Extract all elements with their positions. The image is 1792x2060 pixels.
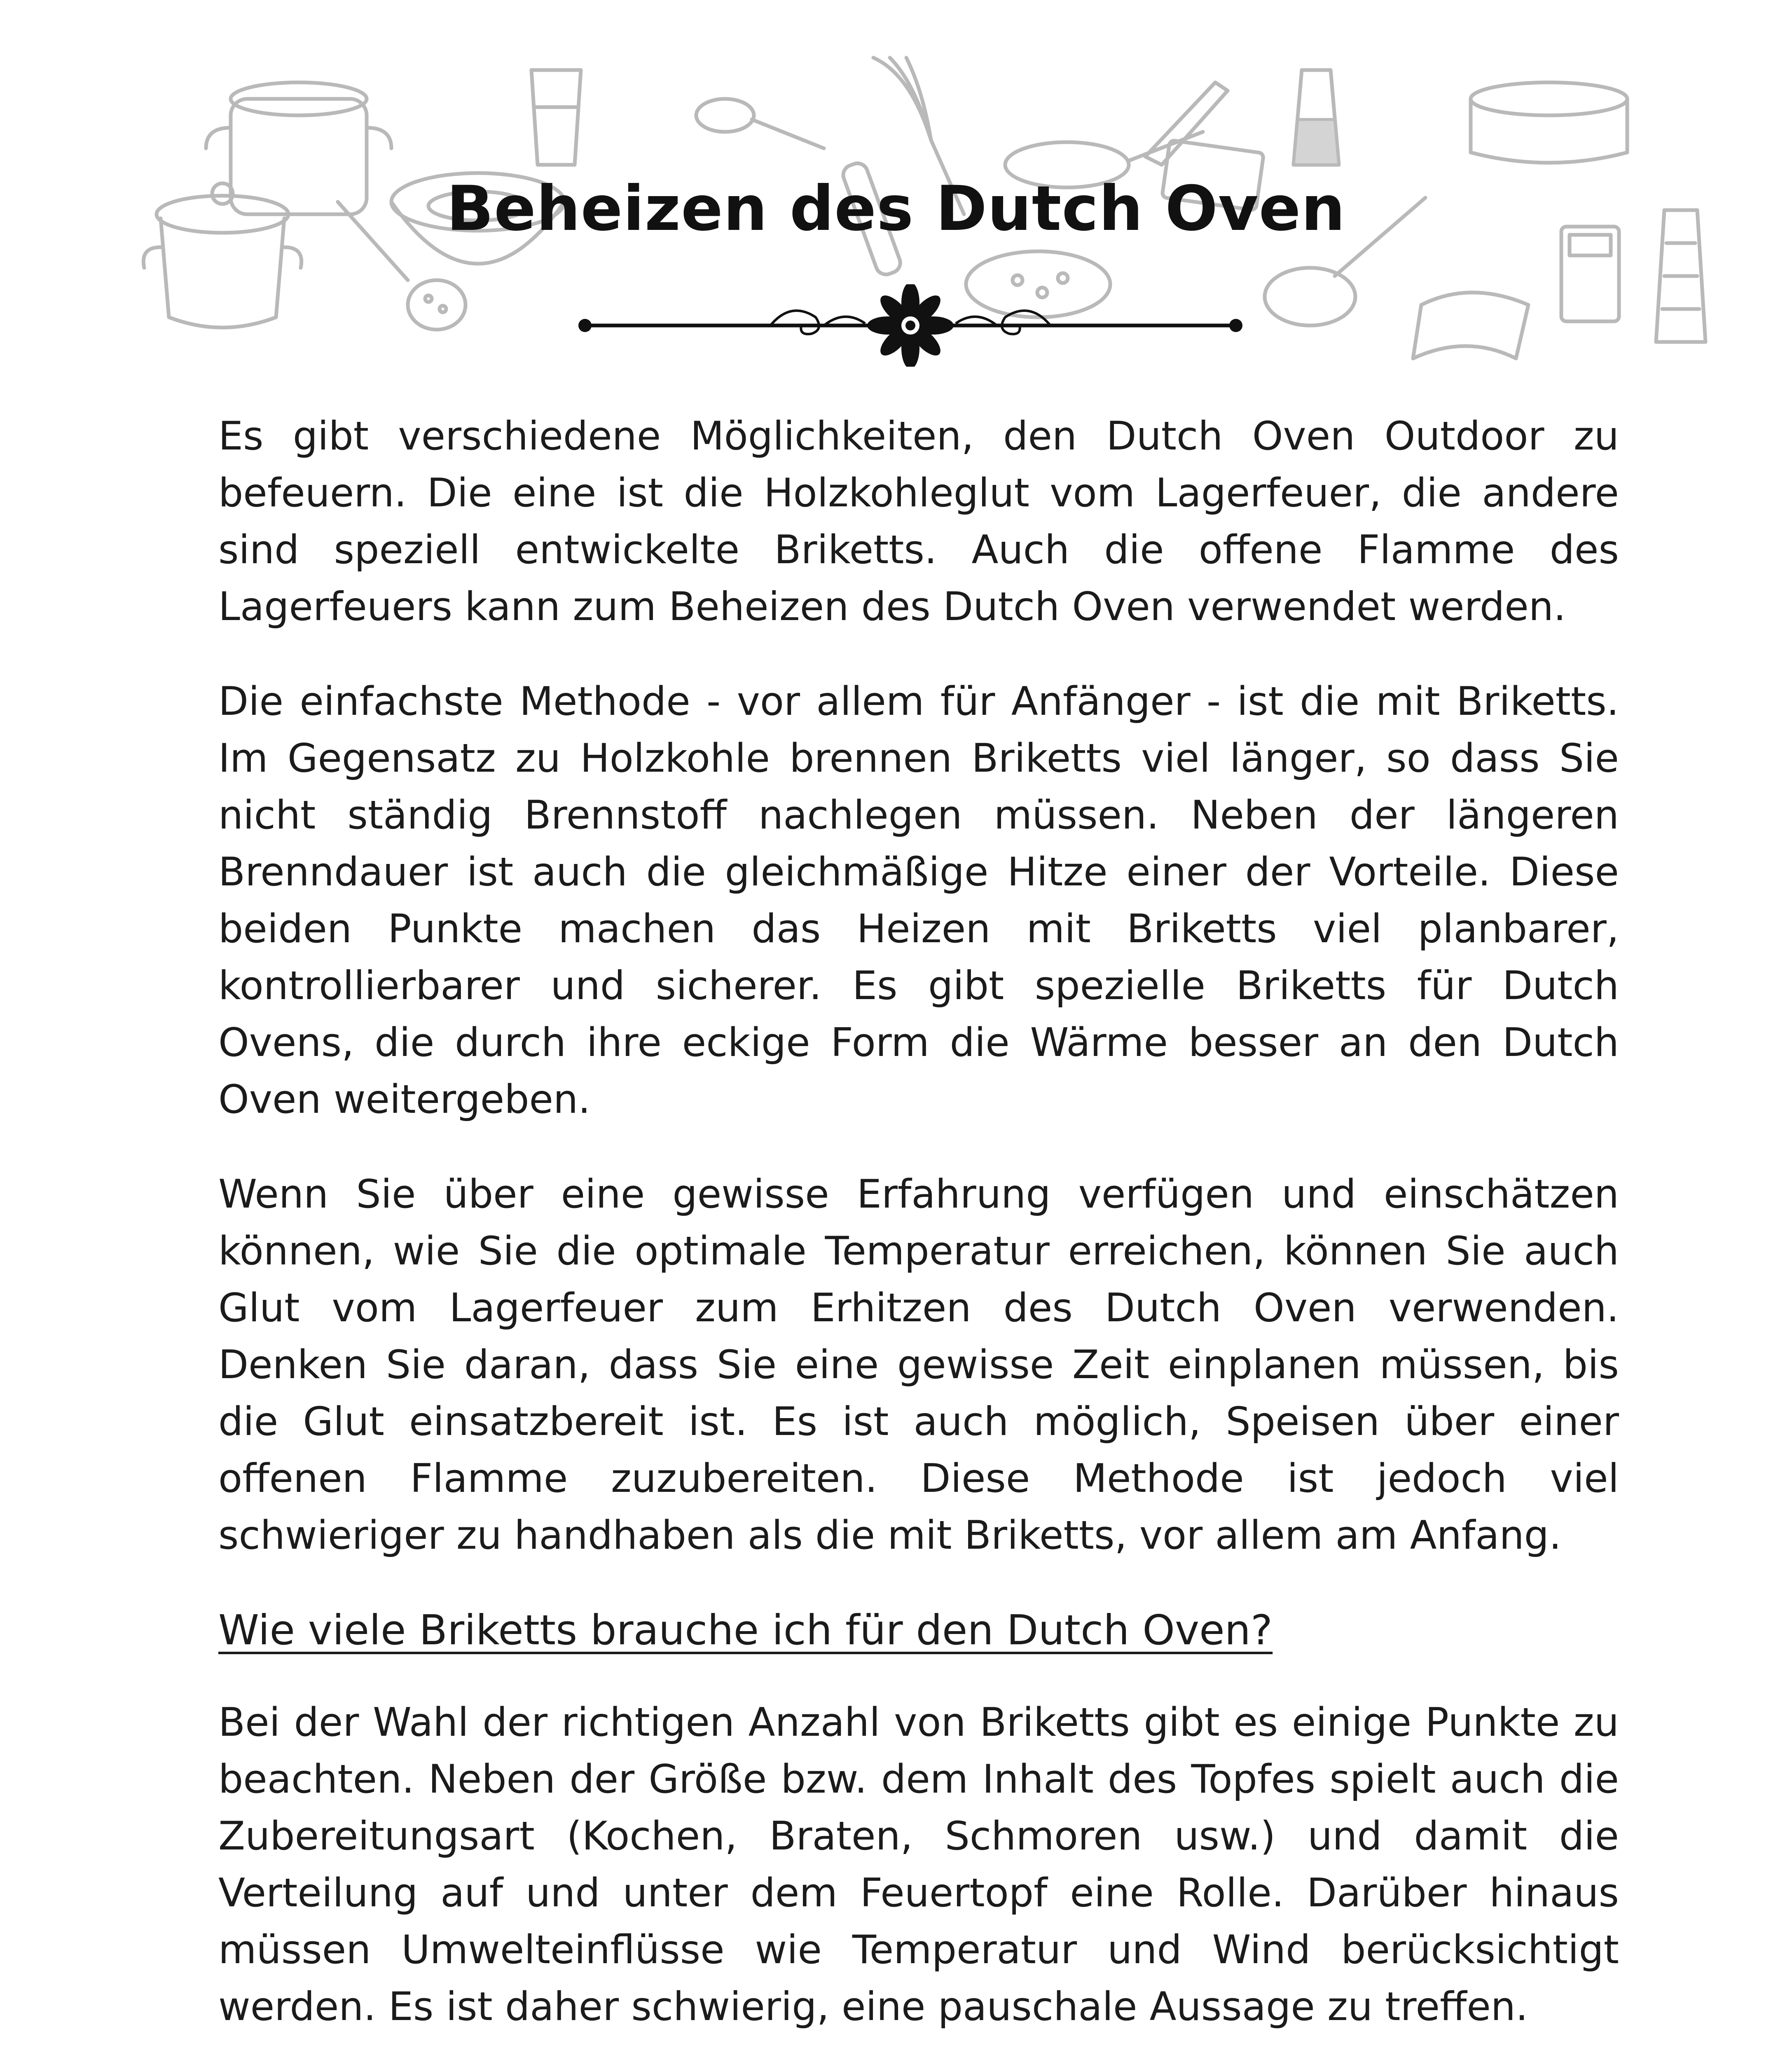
flower-divider-icon — [577, 284, 1244, 367]
paragraph-4: Bei der Wahl der richtigen Anzahl von Briketts gibt es einige Punkte zu beachten. Neben der Größe bzw. dem Inhalt des Topfes spielt auch die Zubereitungsart (Kochen, Braten, Schmoren usw.) und damit die Verteilung auf und unter dem Feuertopf eine Rolle. Darüber hinaus müssen Umwelteinflüsse wie Temperatur und Wind berücksichtigt werden. Es ist daher schwierig, eine pauschale Aussage zu treffen. — [218, 1700, 1619, 2030]
towel-icon — [1413, 293, 1528, 358]
page-title: Beheizen des Dutch Oven — [446, 173, 1346, 245]
cake-ring-icon — [1471, 82, 1627, 163]
spoon-icon — [696, 99, 824, 148]
paragraph-3: Wenn Sie über eine gewisse Erfahrung verfügen und einschätzen können, wie Sie die optimale Temperatur erreichen, können Sie auch Glut vom Lagerfeuer zum Erhitzen des Dutch Oven verwenden. Denken Sie daran, dass Sie eine gewisse Zeit einplanen müssen, bis die Glut einsatzbereit ist. Es ist auch möglich, Speisen über einer offenen Flamme zuzubereiten. Diese Methode ist jedoch viel schwieriger zu handhaben als die mit Briketts, vor allem am Anfang. — [218, 1172, 1619, 1558]
paragraph-1: Es gibt verschiedene Möglichkeiten, den Dutch Oven Outdoor zu befeuern. Die eine ist die Holzkohleglut vom Lagerfeuer, die andere sind speziell entwickelte Briketts. Auch die offene Flamme des Lagerfeuers kann zum Beheizen des Dutch Oven verwendet werden. — [218, 414, 1619, 630]
glass-icon — [531, 70, 581, 165]
jug-icon — [1294, 70, 1339, 165]
paragraph-2: Die einfachste Methode - vor allem für Anfänger - ist die mit Briketts. Im Gegensatz zu Holzkohle brennen Briketts viel länger, so dass Sie nicht ständig Brennstoff nachlegen müssen. Neben der längeren Brenndauer ist auch die gleichmäßige Hitze einer der Vorteile. Diese beiden Punkte machen das Heizen mit Briketts viel planbarer, kontrollierbarer und sicherer. Es gibt spezielle Briketts für Dutch Ovens, die durch ihre eckige Form die Wärme besser an den Dutch Oven weitergeben. — [218, 679, 1619, 1122]
section-subheading: Wie viele Briketts brauche ich für den Dutch Oven? — [218, 1606, 1273, 1654]
knife-icon — [1145, 82, 1228, 165]
page-body — [218, 408, 1619, 2060]
